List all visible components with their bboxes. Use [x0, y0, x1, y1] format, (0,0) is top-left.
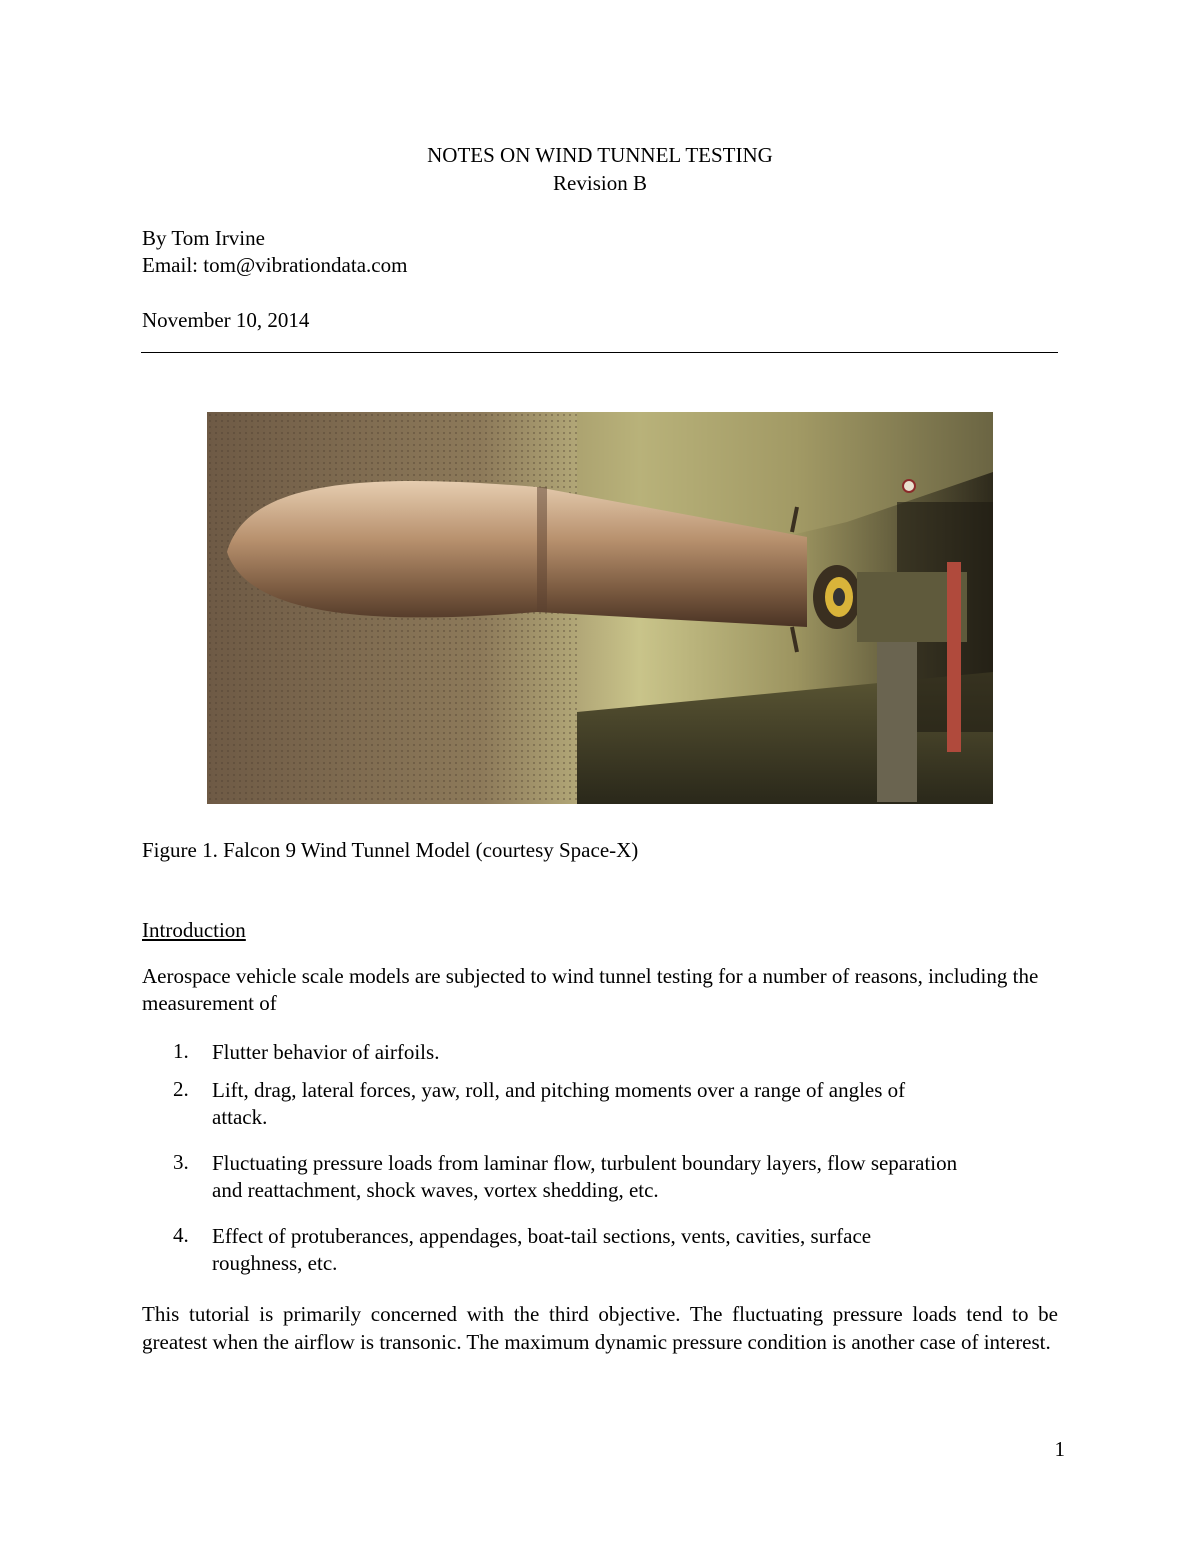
list-item-number: 2.	[173, 1077, 189, 1101]
list-item-number: 3.	[173, 1150, 189, 1174]
revision-label: Revision B	[553, 171, 647, 195]
list-item-text: Flutter behavior of airfoils.	[212, 1040, 440, 1064]
list-item-text: Fluctuating pressure loads from laminar flow, turbulent boundary layers, flow separation and reattachment, shock waves, vortex shedding, etc.	[212, 1151, 958, 1202]
author-line: By Tom Irvine	[142, 226, 265, 250]
date-line: November 10, 2014	[142, 308, 310, 332]
figure-caption: Figure 1. Falcon 9 Wind Tunnel Model (courtesy Space-X)	[142, 838, 639, 862]
document-title: NOTES ON WIND TUNNEL TESTING	[427, 143, 773, 167]
falcon9-wind-tunnel-photo	[207, 412, 993, 804]
list-item-text: Effect of protuberances, appendages, boat-tail sections, vents, cavities, surface roughness, etc.	[212, 1224, 872, 1275]
list-item-text: Lift, drag, lateral forces, yaw, roll, and pitching moments over a range of angles of attack.	[212, 1078, 906, 1129]
section-heading-introduction: Introduction	[142, 918, 246, 942]
intro-paragraph: Aerospace vehicle scale models are subjected to wind tunnel testing for a number of reasons, including the measurement of	[142, 964, 1039, 1015]
closing-paragraph: This tutorial is primarily concerned with the third objective. The fluctuating pressure loads tend to be greatest when the airflow is transonic. The maximum dynamic pressure condition is another case of interest.	[142, 1302, 1058, 1354]
list-item-number: 1.	[173, 1039, 189, 1063]
header-rule	[141, 352, 1058, 353]
email-line: Email: tom@vibrationdata.com	[142, 253, 408, 277]
list-item-number: 4.	[173, 1223, 189, 1247]
page-number: 1	[1054, 1437, 1065, 1461]
